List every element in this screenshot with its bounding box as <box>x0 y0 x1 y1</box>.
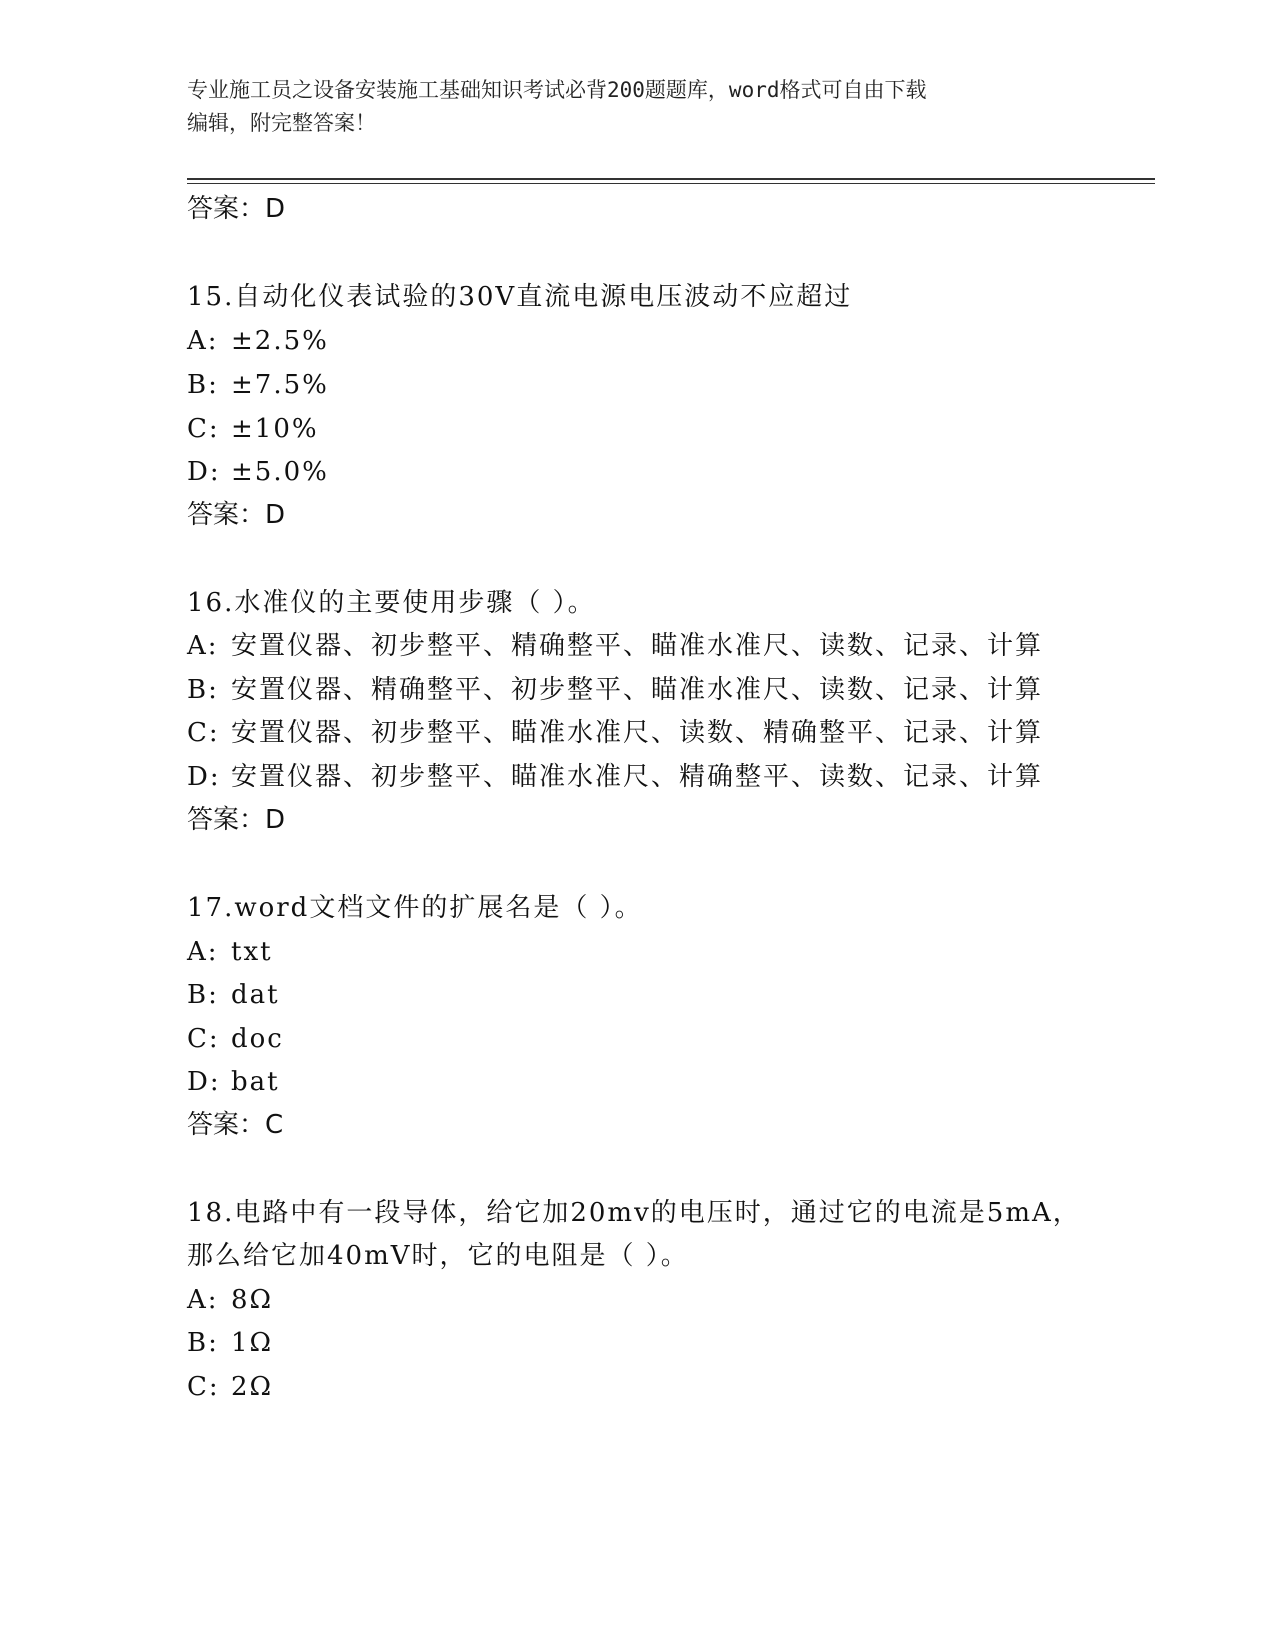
question-17-option-d <box>187 1066 280 1098</box>
question-15-option-d <box>187 456 329 488</box>
question-18-option-b <box>187 1327 273 1359</box>
option-letter: B: <box>187 1328 219 1358</box>
option-letter: D: <box>187 1067 221 1097</box>
question-18-stem-line-2: 那么给它加40mV时，它的电阻是（ ）。 <box>187 1241 689 1271</box>
header-rule-thin <box>187 183 1155 184</box>
question-16-option-a <box>187 630 1043 662</box>
header-rule-thick <box>187 178 1155 180</box>
option-letter: A: <box>187 937 219 967</box>
option-letter: A: <box>187 1285 219 1315</box>
option-letter: C: <box>187 414 220 444</box>
question-16-option-d <box>187 761 1043 793</box>
answer-14: 答案：D <box>187 194 286 224</box>
question-16-stem: 16.水准仪的主要使用步骤（ ）。 <box>187 588 596 618</box>
option-letter: B: <box>187 675 219 705</box>
option-letter: C: <box>187 1024 220 1054</box>
question-17-option-b <box>187 979 280 1011</box>
question-15-option-c <box>187 413 319 445</box>
option-letter: D: <box>187 457 221 487</box>
option-text: 安置仪器、初步整平、精确整平、瞄准水准尺、读数、记录、计算 <box>231 631 1044 661</box>
document-header <box>187 74 1067 140</box>
option-letter: A: <box>187 326 219 356</box>
option-text: txt <box>231 937 273 967</box>
option-text: 1Ω <box>231 1328 274 1358</box>
option-text: ±7.5% <box>231 370 329 400</box>
option-text: ±10% <box>231 414 319 444</box>
option-text: doc <box>231 1024 284 1054</box>
option-text: dat <box>231 980 280 1010</box>
question-17-option-a <box>187 936 273 968</box>
question-15-option-a <box>187 325 329 357</box>
header-line-1: 专业施工员之设备安装施工基础知识考试必背200题题库，word格式可自由下载 <box>187 78 927 102</box>
question-18-option-a <box>187 1284 273 1316</box>
question-15-stem: 15.自动化仪表试验的30V直流电源电压波动不应超过 <box>187 282 853 312</box>
option-letter: C: <box>187 718 220 748</box>
question-18-stem-line-1: 18.电路中有一段导体，给它加20mv的电压时，通过它的电流是5mA， <box>187 1198 1081 1228</box>
question-15-option-b <box>187 369 329 401</box>
option-text: 安置仪器、初步整平、瞄准水准尺、精确整平、读数、记录、计算 <box>231 762 1044 792</box>
option-letter: D: <box>187 762 221 792</box>
question-16-option-c <box>187 717 1043 749</box>
question-17-stem: 17.word文档文件的扩展名是（ ）。 <box>187 893 643 923</box>
option-letter: C: <box>187 1372 220 1402</box>
question-18-option-c <box>187 1371 273 1403</box>
option-text: ±5.0% <box>231 457 329 487</box>
option-letter: B: <box>187 370 219 400</box>
question-17-option-c <box>187 1023 284 1055</box>
option-text: ±2.5% <box>231 326 329 356</box>
option-text: 2Ω <box>231 1372 274 1402</box>
option-text: bat <box>231 1067 280 1097</box>
answer-15: 答案：D <box>187 500 286 530</box>
answer-17: 答案：C <box>187 1110 284 1140</box>
option-text: 8Ω <box>231 1285 274 1315</box>
option-text: 安置仪器、初步整平、瞄准水准尺、读数、精确整平、记录、计算 <box>231 718 1044 748</box>
question-16-option-b <box>187 674 1043 706</box>
header-line-2: 编辑，附完整答案！ <box>187 111 376 135</box>
option-letter: A: <box>187 631 219 661</box>
option-text: 安置仪器、精确整平、初步整平、瞄准水准尺、读数、记录、计算 <box>231 675 1044 705</box>
option-letter: B: <box>187 980 219 1010</box>
answer-16: 答案：D <box>187 805 286 835</box>
